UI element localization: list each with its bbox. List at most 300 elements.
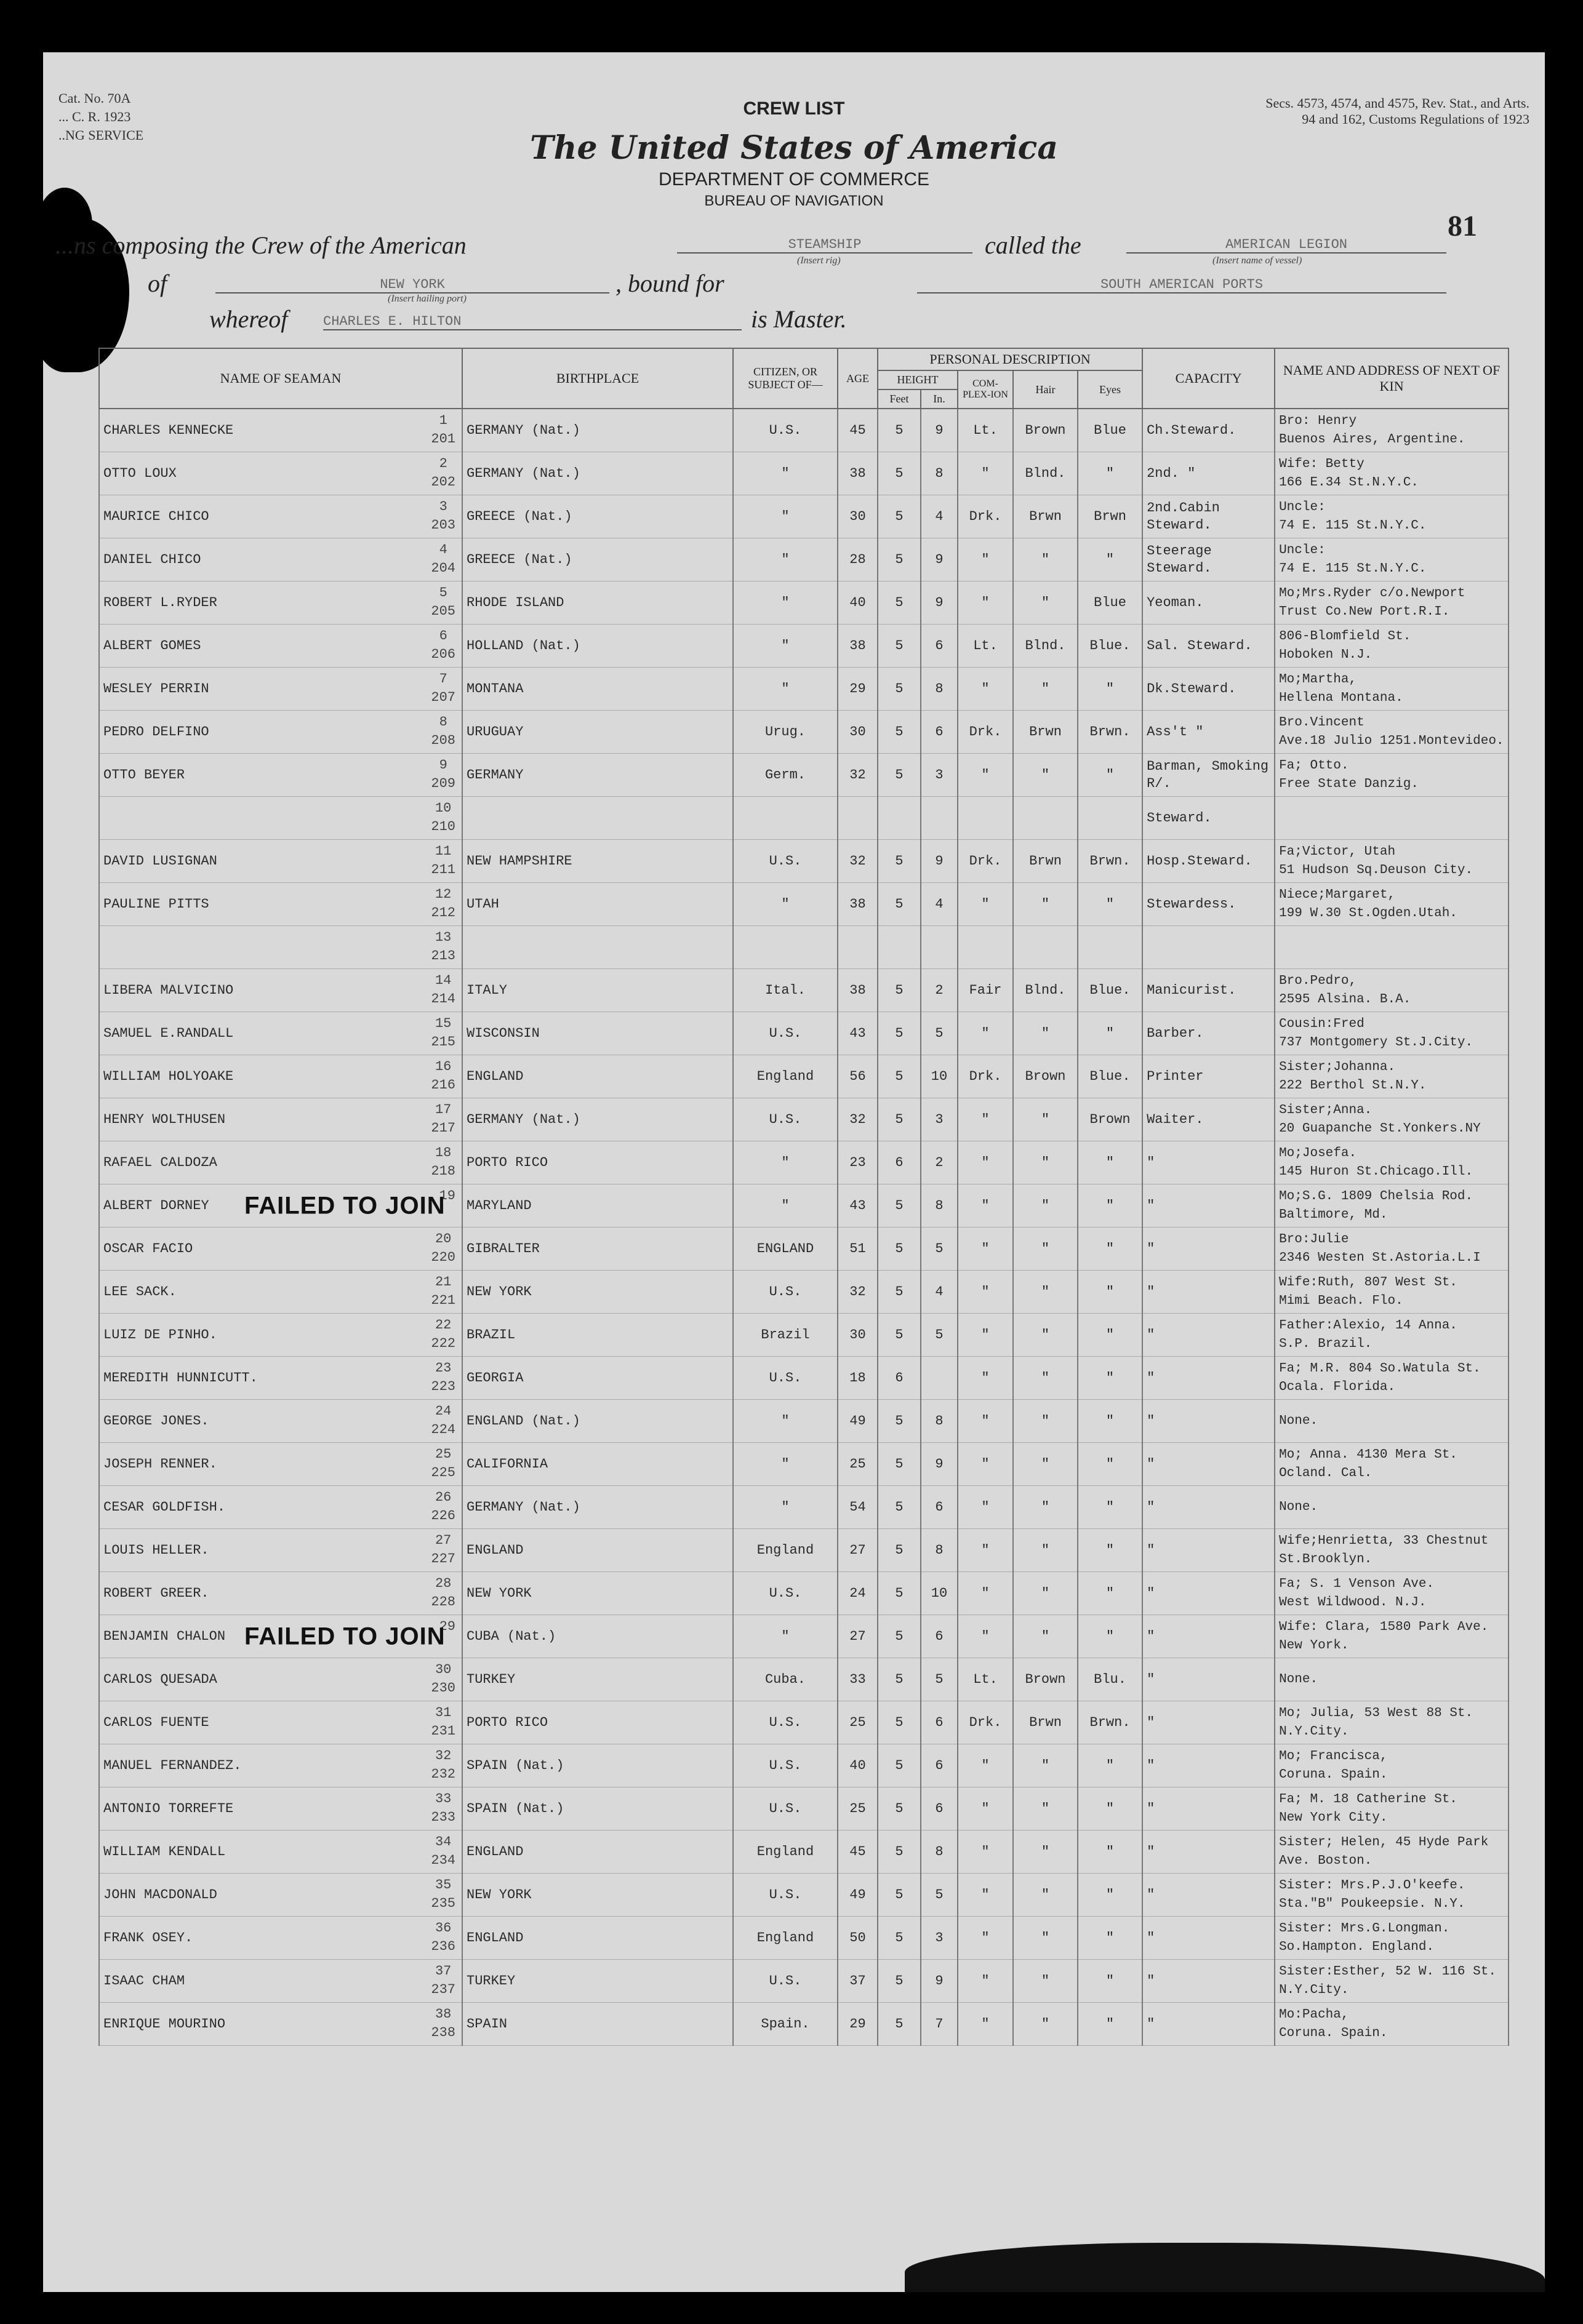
hair-cell: Blnd. <box>1013 625 1078 668</box>
hair-cell: " <box>1013 538 1078 581</box>
row-number: 15 215 <box>431 1016 455 1050</box>
comp-cell: " <box>958 1141 1013 1184</box>
eyes-cell: Brown <box>1078 1098 1142 1141</box>
called-the-label: called the <box>985 231 1081 259</box>
cit-cell: " <box>733 1400 838 1443</box>
in-cell: 5 <box>921 1658 958 1701</box>
cit-cell: U.S. <box>733 1357 838 1400</box>
eyes-cell: Blue. <box>1078 625 1142 668</box>
age-cell: 28 <box>838 538 878 581</box>
seaman-name: ALBERT DORNEY <box>103 1198 209 1213</box>
birth-cell: NEW HAMPSHIRE <box>462 840 733 883</box>
kin-cell: Mo; Francisca, Coruna. Spain. <box>1275 1744 1509 1787</box>
col-feet-header: Feet <box>878 389 921 409</box>
kin-cell: Wife;Henrietta, 33 Chestnut St.Brooklyn. <box>1275 1529 1509 1572</box>
cit-cell <box>733 926 838 969</box>
seaman-name-cell <box>99 1098 462 1141</box>
cap-cell: " <box>1142 1831 1275 1874</box>
port-hint: (Insert hailing port) <box>388 293 467 304</box>
eyes-cell: " <box>1078 452 1142 495</box>
ft-cell: 5 <box>878 1701 921 1744</box>
hair-cell: " <box>1013 1787 1078 1831</box>
cit-cell: U.S. <box>733 1271 838 1314</box>
col-eyes-header: Eyes <box>1078 370 1142 409</box>
hair-cell: " <box>1013 883 1078 926</box>
vessel-hint: (Insert name of vessel) <box>1212 255 1302 266</box>
table-row <box>99 1443 1509 1486</box>
cap-cell: Sal. Steward. <box>1142 625 1275 668</box>
table-row <box>99 1486 1509 1529</box>
cap-cell: Ass't " <box>1142 711 1275 754</box>
rig-hint: (Insert rig) <box>797 255 841 266</box>
hair-cell: " <box>1013 2003 1078 2046</box>
cit-cell <box>733 797 838 840</box>
hair-cell: " <box>1013 1184 1078 1228</box>
age-cell: 25 <box>838 1443 878 1486</box>
eyes-cell: " <box>1078 538 1142 581</box>
seaman-name: LUIZ DE PINHO. <box>103 1327 217 1343</box>
cit-cell: " <box>733 495 838 538</box>
hair-cell: Brwn <box>1013 1701 1078 1744</box>
kin-cell: Bro.Vincent Ave.18 Julio 1251.Montevideo. <box>1275 711 1509 754</box>
seaman-name: OTTO LOUX <box>103 466 177 481</box>
cit-cell: Germ. <box>733 754 838 797</box>
birth-cell: GIBRALTER <box>462 1228 733 1271</box>
birth-cell: ENGLAND <box>462 1831 733 1874</box>
seaman-name: HENRY WOLTHUSEN <box>103 1112 226 1127</box>
hair-cell: " <box>1013 1098 1078 1141</box>
seaman-name-cell <box>99 1917 462 1960</box>
birth-cell: CUBA (Nat.) <box>462 1615 733 1658</box>
age-cell: 30 <box>838 495 878 538</box>
table-row <box>99 2003 1509 2046</box>
seaman-name-cell <box>99 1055 462 1098</box>
statute-reference: Secs. 4573, 4574, and 4575, Rev. Stat., and Arts. 94 and 162, Customs Regulations of 1923 <box>1265 95 1529 127</box>
rig-field: STEAMSHIP <box>677 237 972 254</box>
seaman-name-cell <box>99 495 462 538</box>
comp-cell: Lt. <box>958 409 1013 452</box>
comp-cell: " <box>958 1787 1013 1831</box>
row-number: 26 226 <box>431 1490 455 1523</box>
ft-cell: 5 <box>878 1529 921 1572</box>
comp-cell: " <box>958 538 1013 581</box>
seaman-name: CARLOS QUESADA <box>103 1672 217 1687</box>
in-cell: 6 <box>921 1787 958 1831</box>
row-number: 11 211 <box>431 844 455 877</box>
comp-cell: " <box>958 883 1013 926</box>
row-number: 32 232 <box>431 1748 455 1782</box>
col-birthplace-header: BIRTHPLACE <box>462 348 733 409</box>
cit-cell: U.S. <box>733 1874 838 1917</box>
cit-cell: " <box>733 1615 838 1658</box>
table-row <box>99 1228 1509 1271</box>
crew-rows <box>99 409 1509 2046</box>
in-cell: 9 <box>921 538 958 581</box>
row-number: 38 238 <box>431 2007 455 2040</box>
table-row <box>99 1701 1509 1744</box>
comp-cell: " <box>958 1271 1013 1314</box>
cit-cell: " <box>733 1486 838 1529</box>
hair-cell: " <box>1013 1271 1078 1314</box>
birth-cell: PORTO RICO <box>462 1701 733 1744</box>
seaman-name-cell <box>99 1486 462 1529</box>
kin-cell: Fa; M.R. 804 So.Watula St. Ocala. Florida. <box>1275 1357 1509 1400</box>
table-row <box>99 668 1509 711</box>
row-number: 17 217 <box>431 1102 455 1136</box>
ft-cell: 5 <box>878 1787 921 1831</box>
seaman-name-cell <box>99 1271 462 1314</box>
in-cell: 10 <box>921 1572 958 1615</box>
cap-cell: " <box>1142 2003 1275 2046</box>
comp-cell: " <box>958 1486 1013 1529</box>
seaman-name: CESAR GOLDFISH. <box>103 1499 226 1515</box>
row-number: 31 231 <box>431 1705 455 1739</box>
ft-cell: 5 <box>878 1486 921 1529</box>
birth-cell: BRAZIL <box>462 1314 733 1357</box>
age-cell: 29 <box>838 2003 878 2046</box>
col-hair-header: Hair <box>1013 370 1078 409</box>
hair-cell: " <box>1013 1917 1078 1960</box>
eyes-cell: Blu. <box>1078 1658 1142 1701</box>
seaman-name-cell <box>99 668 462 711</box>
kin-cell <box>1275 797 1509 840</box>
eyes-cell: " <box>1078 1744 1142 1787</box>
row-number: 6 206 <box>431 628 455 662</box>
in-cell: 2 <box>921 1141 958 1184</box>
in-cell: 6 <box>921 1486 958 1529</box>
row-number: 24 224 <box>431 1404 455 1437</box>
cap-cell: " <box>1142 1917 1275 1960</box>
cit-cell: Urug. <box>733 711 838 754</box>
age-cell: 51 <box>838 1228 878 1271</box>
birth-cell: GERMANY <box>462 754 733 797</box>
row-number: 22 222 <box>431 1317 455 1351</box>
comp-cell: " <box>958 1357 1013 1400</box>
row-number: 4 204 <box>431 542 455 576</box>
seaman-name-cell <box>99 1615 462 1658</box>
cit-cell: " <box>733 668 838 711</box>
cap-cell: 2nd.Cabin Steward. <box>1142 495 1275 538</box>
kin-cell: Mo:Pacha, Coruna. Spain. <box>1275 2003 1509 2046</box>
row-number: 13 213 <box>431 930 455 964</box>
table-row <box>99 1874 1509 1917</box>
seaman-name-cell <box>99 883 462 926</box>
age-cell: 45 <box>838 409 878 452</box>
home-port-field: NEW YORK <box>215 277 609 293</box>
cap-cell: " <box>1142 1357 1275 1400</box>
birth-cell: HOLLAND (Nat.) <box>462 625 733 668</box>
ft-cell: 5 <box>878 581 921 625</box>
cit-cell: Ital. <box>733 969 838 1012</box>
age-cell <box>838 926 878 969</box>
seaman-name: DAVID LUSIGNAN <box>103 853 217 869</box>
seaman-name-cell <box>99 1228 462 1271</box>
seaman-name: WILLIAM HOLYOAKE <box>103 1069 234 1084</box>
birth-cell: ENGLAND <box>462 1917 733 1960</box>
cit-cell: Cuba. <box>733 1658 838 1701</box>
row-number: 14 214 <box>431 973 455 1007</box>
kin-cell: Uncle: 74 E. 115 St.N.Y.C. <box>1275 538 1509 581</box>
birth-cell: NEW YORK <box>462 1271 733 1314</box>
eyes-cell: Blue. <box>1078 969 1142 1012</box>
cit-cell: " <box>733 1443 838 1486</box>
comp-cell <box>958 926 1013 969</box>
cap-cell: Steward. <box>1142 797 1275 840</box>
kin-cell: Wife: Clara, 1580 Park Ave. New York. <box>1275 1615 1509 1658</box>
ft-cell: 5 <box>878 625 921 668</box>
ft-cell: 5 <box>878 1960 921 2003</box>
in-cell: 5 <box>921 1228 958 1271</box>
birth-cell: NEW YORK <box>462 1572 733 1615</box>
birth-cell: URUGUAY <box>462 711 733 754</box>
col-capacity-header: CAPACITY <box>1142 348 1275 409</box>
row-number: 37 237 <box>431 1963 455 1997</box>
cap-cell: " <box>1142 1529 1275 1572</box>
hair-cell: " <box>1013 1615 1078 1658</box>
row-number: 34 234 <box>431 1834 455 1868</box>
comp-cell: Drk. <box>958 711 1013 754</box>
eyes-cell: Brwn. <box>1078 711 1142 754</box>
seaman-name-cell <box>99 1572 462 1615</box>
in-cell: 8 <box>921 452 958 495</box>
hair-cell: Blnd. <box>1013 969 1078 1012</box>
age-cell: 30 <box>838 1314 878 1357</box>
bound-for-label: , bound for <box>615 270 724 297</box>
seaman-name: LOUIS HELLER. <box>103 1543 209 1558</box>
ft-cell: 5 <box>878 1228 921 1271</box>
kin-cell: Fa; Otto. Free State Danzig. <box>1275 754 1509 797</box>
cap-cell: " <box>1142 1184 1275 1228</box>
kin-cell: Father:Alexio, 14 Anna. S.P. Brazil. <box>1275 1314 1509 1357</box>
hair-cell: " <box>1013 1228 1078 1271</box>
eyes-cell: Brwn <box>1078 495 1142 538</box>
age-cell: 38 <box>838 883 878 926</box>
cit-cell: U.S. <box>733 1572 838 1615</box>
in-cell <box>921 926 958 969</box>
ft-cell: 5 <box>878 1012 921 1055</box>
in-cell: 3 <box>921 754 958 797</box>
of-label: of <box>148 270 167 297</box>
seaman-name: RAFAEL CALDOZA <box>103 1155 217 1170</box>
ft-cell: 5 <box>878 1314 921 1357</box>
in-cell: 6 <box>921 711 958 754</box>
cap-cell: " <box>1142 1400 1275 1443</box>
ft-cell: 5 <box>878 2003 921 2046</box>
row-number: 21 221 <box>431 1274 455 1308</box>
in-cell: 7 <box>921 2003 958 2046</box>
cit-cell: " <box>733 538 838 581</box>
page-number: 81 <box>1448 210 1477 242</box>
seaman-name-cell <box>99 754 462 797</box>
kin-cell: Mo;Martha, Hellena Montana. <box>1275 668 1509 711</box>
seaman-name: MEREDITH HUNNICUTT. <box>103 1370 258 1386</box>
seaman-name: CARLOS FUENTE <box>103 1715 209 1730</box>
vessel-field: AMERICAN LEGION <box>1126 237 1446 254</box>
country-heading: The United States of America <box>529 129 1059 167</box>
seaman-name-cell <box>99 1744 462 1787</box>
seaman-name-cell <box>99 1701 462 1744</box>
kin-cell: Sister;Johanna. 222 Berthol St.N.Y. <box>1275 1055 1509 1098</box>
age-cell: 37 <box>838 1960 878 2003</box>
cit-cell: England <box>733 1917 838 1960</box>
in-cell <box>921 1357 958 1400</box>
comp-cell: Drk. <box>958 495 1013 538</box>
ft-cell: 6 <box>878 1141 921 1184</box>
cit-cell: U.S. <box>733 1098 838 1141</box>
seaman-name: LIBERA MALVICINO <box>103 983 234 998</box>
kin-cell: Sister: Mrs.P.J.O'keefe. Sta."B" Poukeepsie. N.Y. <box>1275 1874 1509 1917</box>
birth-cell: SPAIN (Nat.) <box>462 1744 733 1787</box>
kin-cell: Sister: Mrs.G.Longman. So.Hampton. England. <box>1275 1917 1509 1960</box>
birth-cell: PORTO RICO <box>462 1141 733 1184</box>
comp-cell: " <box>958 1184 1013 1228</box>
age-cell: 25 <box>838 1701 878 1744</box>
birth-cell: MONTANA <box>462 668 733 711</box>
cap-cell: " <box>1142 1787 1275 1831</box>
seaman-name: ROBERT GREER. <box>103 1586 209 1601</box>
table-row <box>99 1658 1509 1701</box>
ft-cell <box>878 926 921 969</box>
kin-cell: Mo;S.G. 1809 Chelsia Rod. Baltimore, Md. <box>1275 1184 1509 1228</box>
comp-cell: " <box>958 1744 1013 1787</box>
birth-cell: ENGLAND (Nat.) <box>462 1400 733 1443</box>
eyes-cell: " <box>1078 668 1142 711</box>
in-cell: 9 <box>921 1443 958 1486</box>
cap-cell: " <box>1142 1874 1275 1917</box>
table-row <box>99 754 1509 797</box>
in-cell: 6 <box>921 625 958 668</box>
cap-cell <box>1142 926 1275 969</box>
eyes-cell: " <box>1078 1400 1142 1443</box>
kin-cell: None. <box>1275 1400 1509 1443</box>
master-field: CHARLES E. HILTON <box>323 314 742 330</box>
eyes-cell: " <box>1078 1960 1142 2003</box>
seaman-name-cell <box>99 926 462 969</box>
hair-cell: " <box>1013 1400 1078 1443</box>
department-heading: DEPARTMENT OF COMMERCE <box>658 169 930 190</box>
comp-cell: Fair <box>958 969 1013 1012</box>
cit-cell: Brazil <box>733 1314 838 1357</box>
kin-cell: Fa; M. 18 Catherine St. New York City. <box>1275 1787 1509 1831</box>
form-number: Cat. No. 70A ... C. R. 1923 ..NG SERVICE <box>58 90 144 143</box>
in-cell: 9 <box>921 840 958 883</box>
seaman-name: PAULINE PITTS <box>103 896 209 912</box>
seaman-name-cell <box>99 1357 462 1400</box>
is-master-label: is Master. <box>751 305 847 333</box>
hair-cell: " <box>1013 1960 1078 2003</box>
row-number: 18 218 <box>431 1145 455 1179</box>
seaman-name-cell <box>99 1658 462 1701</box>
failed-to-join-stamp: FAILED TO JOIN <box>244 1192 446 1219</box>
cit-cell: " <box>733 452 838 495</box>
kin-cell: Sister;Anna. 20 Guapanche St.Yonkers.NY <box>1275 1098 1509 1141</box>
cit-cell: U.S. <box>733 1960 838 2003</box>
kin-cell: None. <box>1275 1486 1509 1529</box>
eyes-cell: " <box>1078 1357 1142 1400</box>
age-cell: 32 <box>838 754 878 797</box>
row-number: 3 203 <box>431 499 455 533</box>
table-row <box>99 1184 1509 1228</box>
ft-cell: 5 <box>878 1658 921 1701</box>
kin-cell: Fa; S. 1 Venson Ave. West Wildwood. N.J. <box>1275 1572 1509 1615</box>
age-cell: 29 <box>838 668 878 711</box>
seaman-name-cell <box>99 1787 462 1831</box>
hair-cell: Blnd. <box>1013 452 1078 495</box>
comp-cell: " <box>958 1443 1013 1486</box>
cap-cell: " <box>1142 1443 1275 1486</box>
eyes-cell: " <box>1078 1917 1142 1960</box>
in-cell: 4 <box>921 1271 958 1314</box>
kin-cell: Sister; Helen, 45 Hyde Park Ave. Boston. <box>1275 1831 1509 1874</box>
cap-cell: " <box>1142 1744 1275 1787</box>
eyes-cell: Brwn. <box>1078 840 1142 883</box>
seaman-name-cell <box>99 1529 462 1572</box>
hair-cell: " <box>1013 1831 1078 1874</box>
hair-cell: " <box>1013 1314 1078 1357</box>
ft-cell: 5 <box>878 754 921 797</box>
eyes-cell: Blue <box>1078 409 1142 452</box>
comp-cell: " <box>958 1572 1013 1615</box>
seaman-name-cell <box>99 1314 462 1357</box>
comp-cell: " <box>958 1831 1013 1874</box>
table-row <box>99 1787 1509 1831</box>
comp-cell: " <box>958 581 1013 625</box>
birth-cell: CALIFORNIA <box>462 1443 733 1486</box>
age-cell: 30 <box>838 711 878 754</box>
document-title: CREW LIST <box>743 98 845 119</box>
comp-cell: Lt. <box>958 1658 1013 1701</box>
age-cell: 54 <box>838 1486 878 1529</box>
cit-cell: " <box>733 1141 838 1184</box>
kin-cell: None. <box>1275 1658 1509 1701</box>
age-cell: 40 <box>838 581 878 625</box>
table-row <box>99 1400 1509 1443</box>
ft-cell: 6 <box>878 1357 921 1400</box>
col-kin-header: NAME AND ADDRESS OF NEXT OF KIN <box>1275 348 1509 409</box>
hair-cell: Brwn <box>1013 495 1078 538</box>
row-number: 27 227 <box>431 1533 455 1567</box>
birth-cell: NEW YORK <box>462 1874 733 1917</box>
hair-cell: " <box>1013 1141 1078 1184</box>
table-row <box>99 625 1509 668</box>
ft-cell: 5 <box>878 1184 921 1228</box>
kin-cell: Sister:Esther, 52 W. 116 St. N.Y.City. <box>1275 1960 1509 2003</box>
hair-cell <box>1013 797 1078 840</box>
table-row <box>99 538 1509 581</box>
row-number: 9 209 <box>431 757 455 791</box>
seaman-name: LEE SACK. <box>103 1284 177 1300</box>
crew-table <box>98 348 1509 2046</box>
ft-cell: 5 <box>878 1098 921 1141</box>
kin-cell: Mo;Josefa. 145 Huron St.Chicago.Ill. <box>1275 1141 1509 1184</box>
crew-list-document <box>43 52 1545 2292</box>
ft-cell: 5 <box>878 452 921 495</box>
cit-cell: " <box>733 1184 838 1228</box>
cit-cell: U.S. <box>733 1744 838 1787</box>
age-cell: 24 <box>838 1572 878 1615</box>
seaman-name: WESLEY PERRIN <box>103 681 209 697</box>
row-number: 23 223 <box>431 1360 455 1394</box>
birth-cell: WISCONSIN <box>462 1012 733 1055</box>
seaman-name-cell <box>99 840 462 883</box>
cap-cell: Steerage Steward. <box>1142 538 1275 581</box>
seaman-name: WILLIAM KENDALL <box>103 1844 226 1859</box>
hair-cell: Brown <box>1013 1055 1078 1098</box>
age-cell: 23 <box>838 1141 878 1184</box>
in-cell: 8 <box>921 1184 958 1228</box>
in-cell: 9 <box>921 1960 958 2003</box>
in-cell: 8 <box>921 1831 958 1874</box>
